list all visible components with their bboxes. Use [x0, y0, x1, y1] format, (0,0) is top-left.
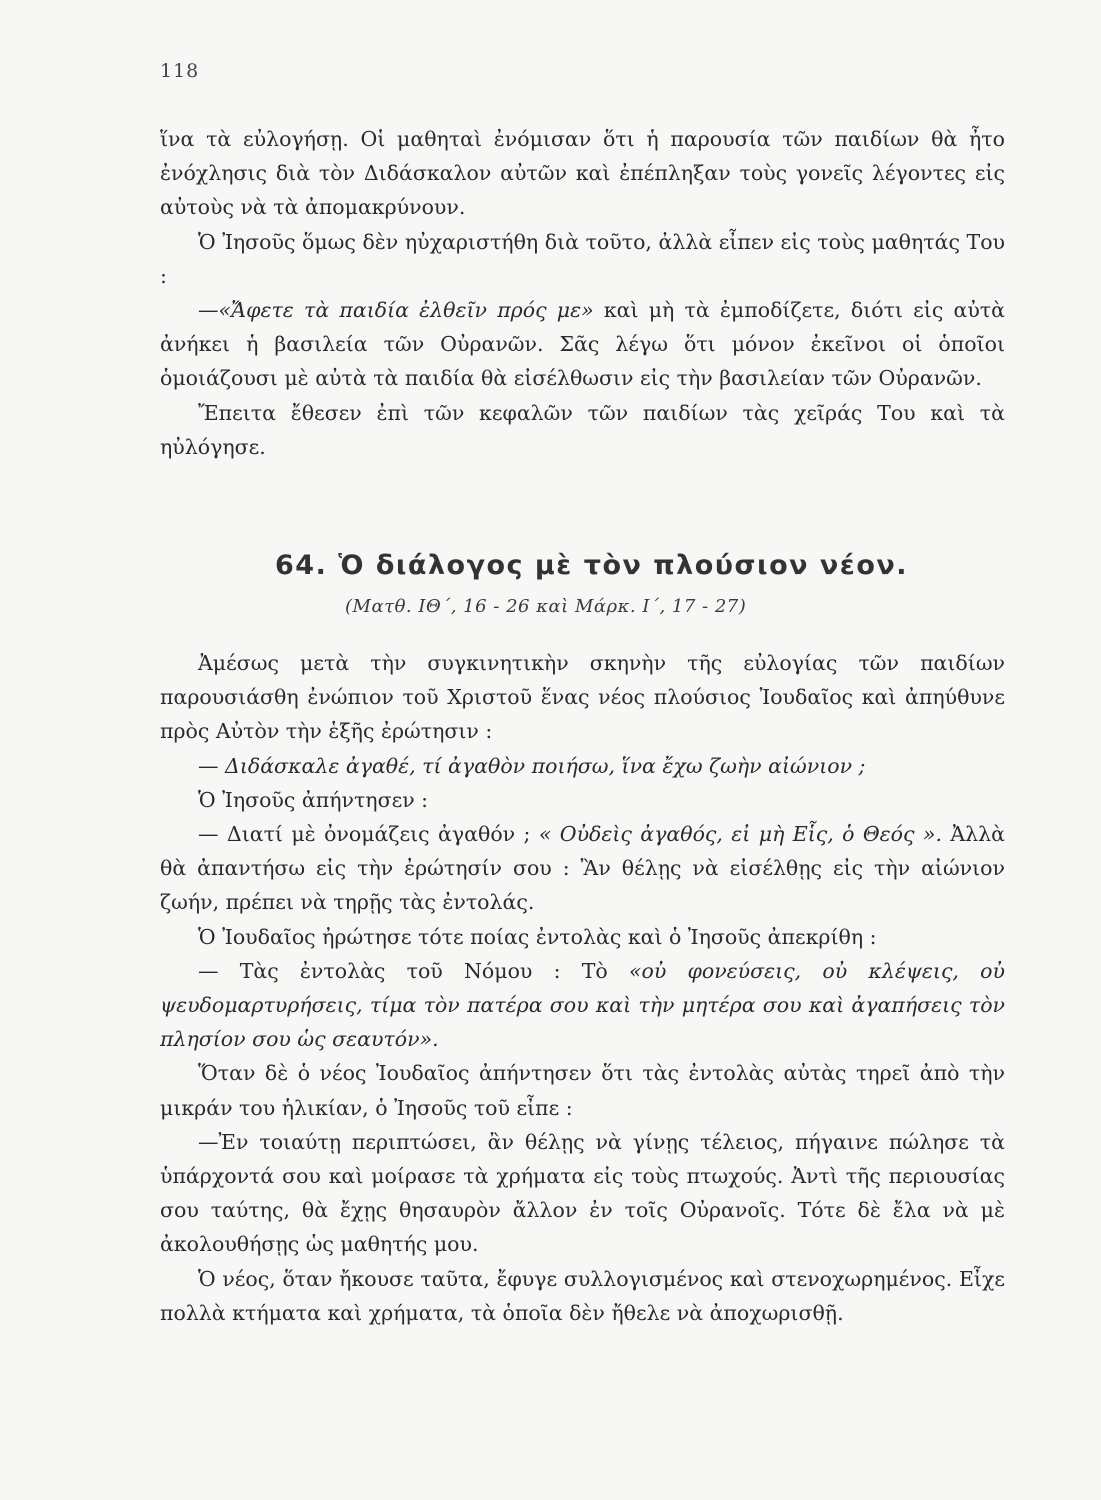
quote: « Οὐδεὶς ἀγαθός, εἰ μὴ Εἷς, ὁ Θεός ». [538, 822, 942, 847]
paragraph: Ὁ Ἰησοῦς ἀπήντησεν : [198, 787, 429, 812]
paragraph: Ὁ νέος, ὅταν ἤκουσε ταῦτα, ἔφυγε συλλογισμένος καὶ στενοχωρημένος. Εἶχε πολλὰ κτήματα καὶ χρήματα, τὰ ὁποῖα δὲν ἤθελε νὰ ἀποχωρισθῇ. [160, 1266, 1005, 1325]
paragraph-text: καὶ μὴ τὰ ἐμποδίζετε, διότι εἰς αὐτὰ ἀνήκει ἡ βασιλεία τῶν Οὐρανῶν. Σᾶς λέγω ὅτι μόνον ἐκεῖνοι οἱ ὁποῖοι ὁμοιάζουσι μὲ αὐτὰ τὰ παιδία θὰ εἰσέλθωσιν εἰς τὴν βασιλείαν τῶν Οὐρανῶν. [160, 298, 1005, 391]
quote: Διδάσκαλε ἀγαθέ, τί ἀγαθὸν ποιήσω, ἵνα ἔχω ζωὴν αἰώνιον ; [225, 753, 866, 778]
paragraph [160, 954, 1005, 1057]
paragraph-text: Ἀλλὰ θὰ ἀπαντήσω εἰς τὴν ἐρώτησίν σου : Ἂν θέλῃς νὰ εἰσέλθῃς εἰς τὴν αἰώνιον ζωήν, πρέπει νὰ τηρῇς τὰς ἐντολάς. [160, 822, 1005, 915]
paragraph: Ὁ Ἰουδαῖος ἠρώτησε τότε ποίας ἐντολὰς καὶ ὁ Ἰησοῦς ἀπεκρίθη : [198, 924, 877, 949]
paragraph-text: — Τὰς ἐντολὰς τοῦ Νόμου : Τὸ [198, 958, 629, 983]
scripture-reference: (Ματθ. ΙΘ΄, 16 - 26 καὶ Μάρκ. Ι΄, 17 - 27) [345, 596, 747, 617]
paragraph [160, 817, 1005, 920]
dash: — [198, 298, 219, 323]
text-block-dialogue [160, 646, 1005, 1330]
paragraph-text: — Διατί μὲ ὀνομάζεις ἀγαθόν ; [198, 822, 539, 847]
dash: — [198, 753, 226, 778]
paragraph [160, 749, 1005, 783]
text-block-blessing [160, 122, 1005, 464]
paragraph: ἵνα τὰ εὐλογήσῃ. Οἱ μαθηταὶ ἐνόμισαν ὅτι ἡ παρουσία τῶν παιδίων θὰ ἦτο ἐνόχλησις διὰ τὸν Διδάσκαλον αὐτῶν καὶ ἐπέπληξαν τοὺς γονεῖς λέγοντες εἰς αὐτοὺς νὰ τὰ ἀπομακρύνουν. [160, 127, 1005, 220]
chapter-heading: 64. Ὁ διάλογος μὲ τὸν πλούσιον νέον. [275, 550, 909, 581]
paragraph: Ὁ Ἰησοῦς ὅμως δὲν ηὐχαριστήθη διὰ τοῦτο, ἀλλὰ εἶπεν εἰς τοὺς μαθητάς Του : [160, 229, 1005, 288]
paragraph: Ὅταν δὲ ὁ νέος Ἰουδαῖος ἀπήντησεν ὅτι τὰς ἐντολὰς αὐτὰς τηρεῖ ἀπὸ τὴν μικράν του ἡλικίαν, ὁ Ἰησοῦς τοῦ εἶπε : [160, 1061, 1005, 1120]
paragraph: Ἀμέσως μετὰ τὴν συγκινητικὴν σκηνὴν τῆς εὐλογίας τῶν παιδίων παρουσιάσθη ἐνώπιον τοῦ Χριστοῦ ἕνας νέος πλούσιος Ἰουδαῖος καὶ ἀπηύθυνε πρὸς Αὐτὸν τὴν ἑξῆς ἐρώτησιν : [160, 651, 1005, 744]
paragraph: —Ἐν τοιαύτῃ περιπτώσει, ἂν θέλῃς νὰ γίνῃς τέλειος, πήγαινε πώλησε τὰ ὑπάρχοντά σου καὶ μοίρασε τὰ χρήματα εἰς τοὺς πτωχούς. Ἀντὶ τῆς περιουσίας σου ταύτης, θὰ ἔχῃς θησαυρὸν ἄλλον ἐν τοῖς Οὐρανοῖς. Τότε δὲ ἔλα νὰ μὲ ἀκολουθήσῃς ὡς μαθητής μου. [160, 1129, 1005, 1257]
page-number: 118 [160, 60, 200, 82]
quote: «οὐ φονεύσεις, οὐ κλέψεις, οὐ ψευδομαρτυρήσεις, τίμα τὸν πατέρα σου καὶ τὴν μητέρα σου καὶ ἀγαπήσεις τὸν πλησίον σου ὡς σεαυτόν». [160, 958, 1005, 1052]
paragraph: Ἔπειτα ἔθεσεν ἐπὶ τῶν κεφαλῶν τῶν παιδίων τὰς χεῖράς Του καὶ τὰ ηὐλόγησε. [160, 400, 1005, 459]
paragraph [160, 293, 1005, 396]
quote: «Ἄφετε τὰ παιδία ἐλθεῖν πρός με» [218, 298, 594, 323]
